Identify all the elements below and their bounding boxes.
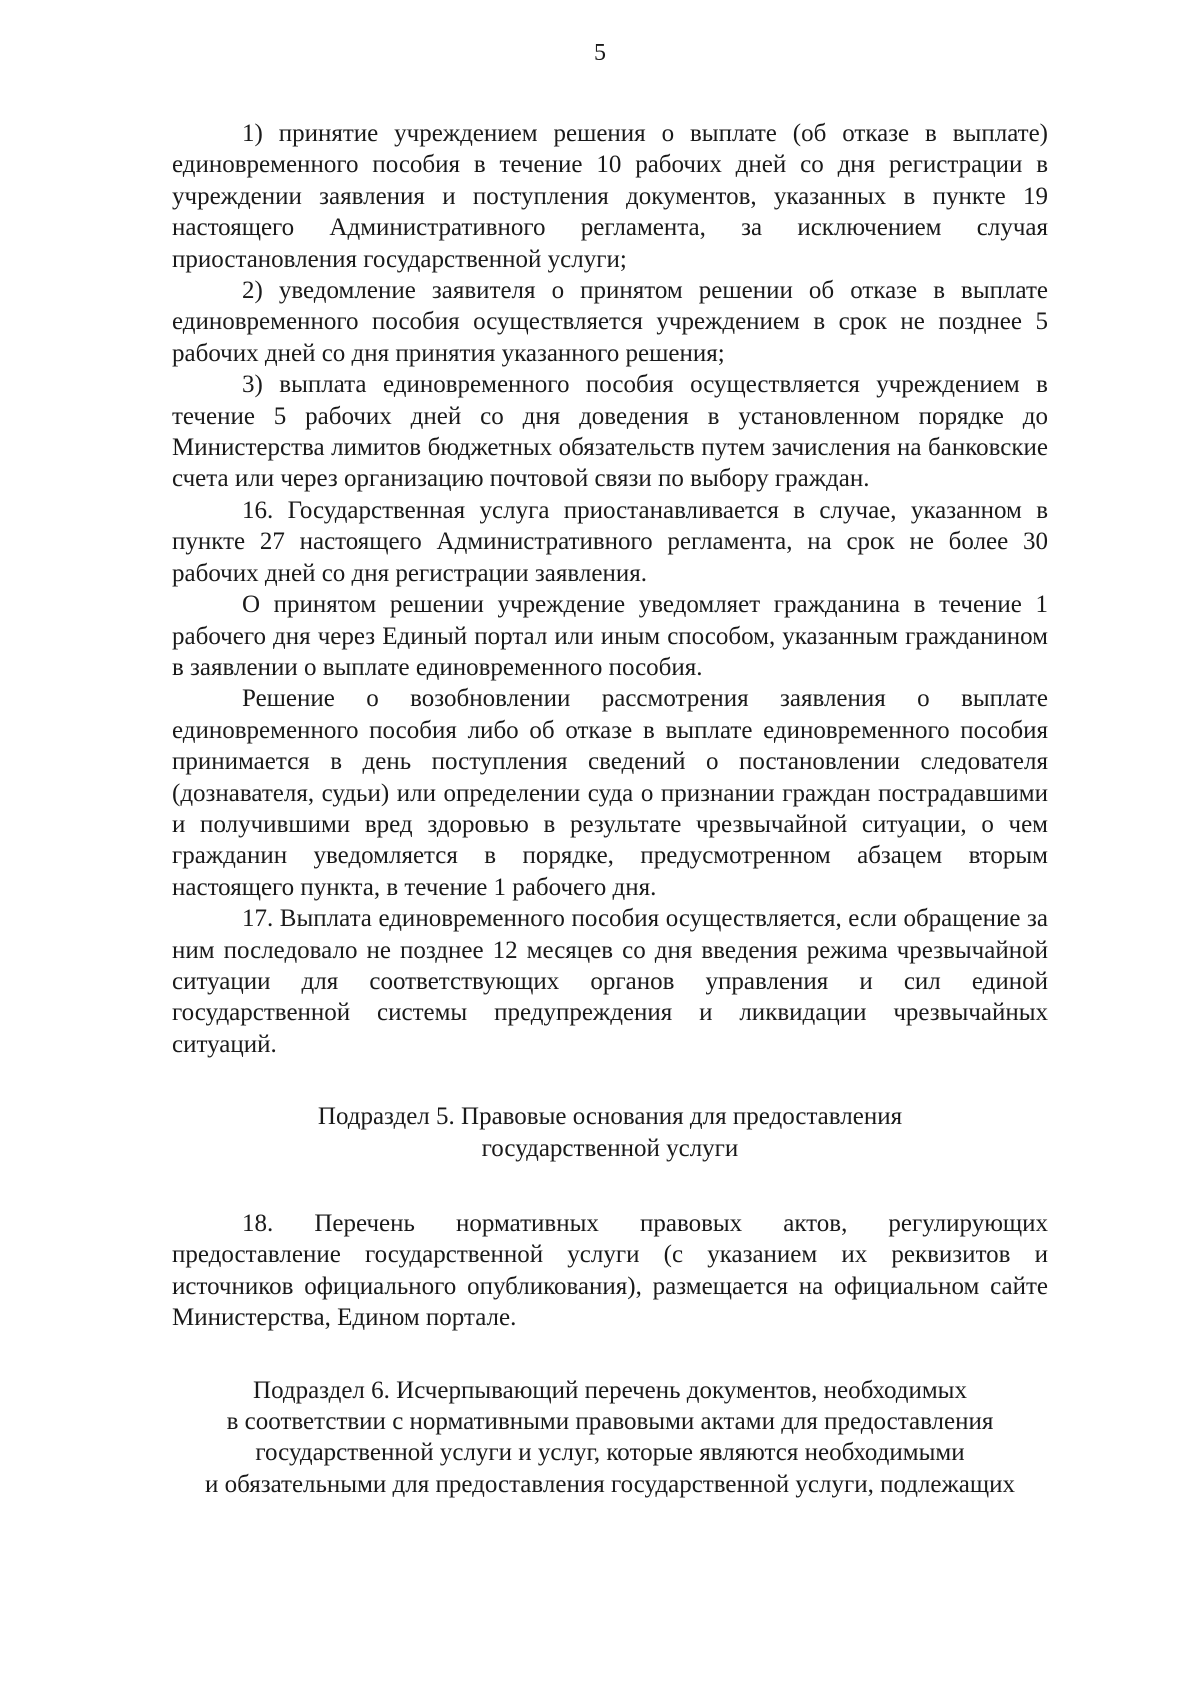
paragraph-item-2: 2) уведомление заявителя о принятом решении об отказе в выплате единовременного пособия осуществляется учреждением в срок не позднее 5 рабочих дней со дня принятия указанного решения; <box>172 277 1048 367</box>
paragraph-17: 17. Выплата единовременного пособия осуществляется, если обращение за ним последовало не позднее 12 месяцев со дня введения режима чрезвычайной ситуации для соответствующих органов управления и сил единой государственной системы предупреждения и ликвидации чрезвычайных ситуаций. <box>172 905 1048 1058</box>
page-number: 5 <box>594 40 606 66</box>
paragraph-18: 18. Перечень нормативных правовых актов, регулирующих предоставление государственной услуги (с указанием их реквизитов и источников официального опубликования), размещается на официальном сайте Министерства, Едином портале. <box>172 1210 1048 1332</box>
subsection-5-heading <box>172 1101 1048 1164</box>
subsection-6-heading-line: государственной услуги и услуг, которые являются необходимыми <box>255 1439 965 1467</box>
subsection-5-heading-line: государственной услуги <box>481 1134 739 1162</box>
subsection-6-heading-line: Подраздел 6. Исчерпывающий перечень документов, необходимых <box>253 1376 967 1404</box>
subsection-6-heading-line: в соответствии с нормативными правовыми актами для предоставления <box>226 1408 994 1436</box>
paragraph-16-notice: О принятом решении учреждение уведомляет гражданина в течение 1 рабочего дня через Единый портал или иным способом, указанным гражданином в заявлении о выплате единовременного пособия. <box>172 591 1048 681</box>
subsection-6-heading-line: и обязательными для предоставления государственной услуги, подлежащих <box>204 1470 1016 1498</box>
paragraph-item-3: 3) выплата единовременного пособия осуществляется учреждением в течение 5 рабочих дней со дня доведения в установленном порядке до Министерства лимитов бюджетных обязательств путем зачисления на банковские счета или через организацию почтовой связи по выбору граждан. <box>172 371 1048 493</box>
subsection-5-heading-line: Подраздел 5. Правовые основания для предоставления <box>317 1103 903 1131</box>
paragraph-item-1: 1) принятие учреждением решения о выплате (об отказе в выплате) единовременного пособия в течение 10 рабочих дней со дня регистрации в учреждении заявления и поступления документов, указанных в пункте 19 настоящего Административного регламента, за исключением случая приостановления государственной услуги; <box>172 120 1048 273</box>
paragraph-16: 16. Государственная услуга приостанавливается в случае, указанном в пункте 27 настоящего Административного регламента, на срок не более 30 рабочих дней со дня регистрации заявления. <box>172 496 1048 587</box>
paragraph-16-resume: Решение о возобновлении рассмотрения заявления о выплате единовременного пособия либо об отказе в выплате единовременного пособия принимается в день поступления сведений о постановлении следователя (дознавателя, судьи) или определении суда о признании граждан пострадавшими и получившими вред здоровью в результате чрезвычайной ситуации, о чем гражданин уведомляется в порядке, предусмотренном абзацем вторым настоящего пункта, в течение 1 рабочего дня. <box>172 685 1048 901</box>
document-body <box>172 118 1048 1500</box>
subsection-6-heading <box>172 1375 1048 1501</box>
